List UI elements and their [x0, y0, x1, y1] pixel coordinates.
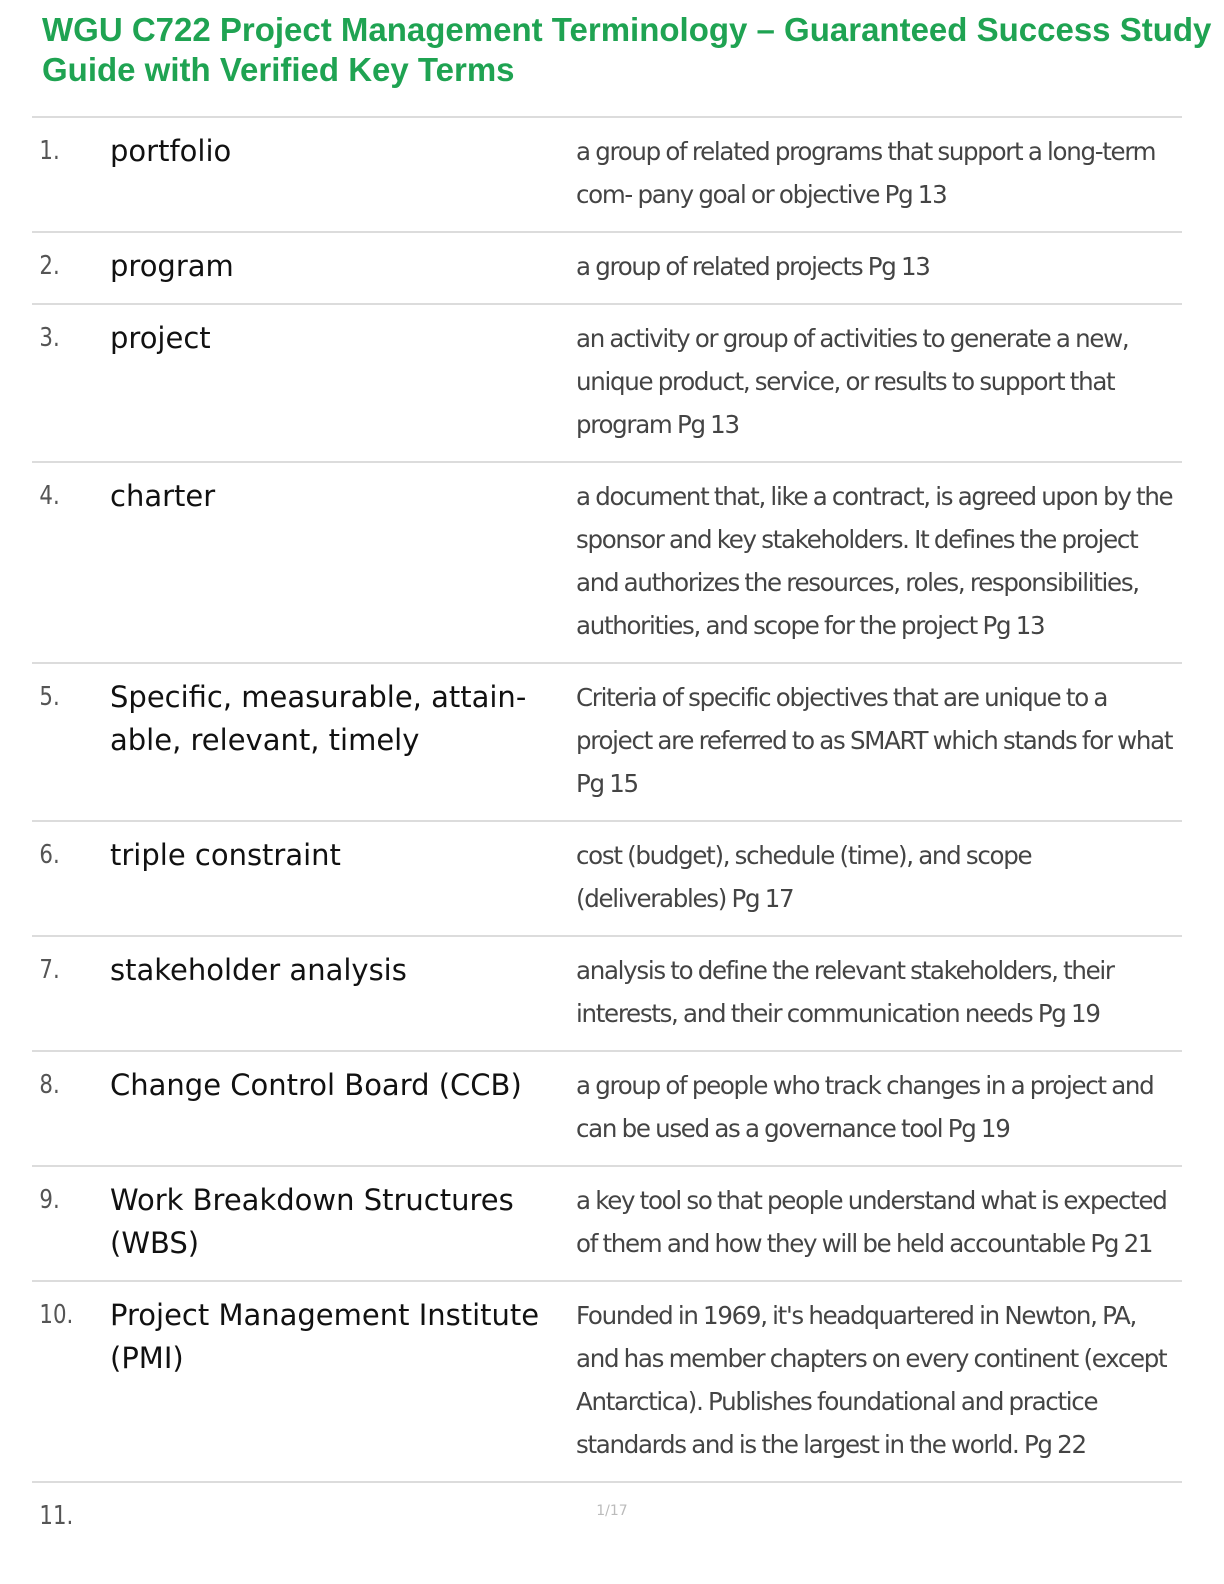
term-definition: a key tool so that people understand what is expected of them and how they will be held accountable Pg 21: [576, 1186, 1167, 1258]
term-name: Project Management Institute (PMI): [110, 1298, 540, 1375]
term-row: [32, 1167, 1182, 1282]
term-name: Work Breakdown Structures (WBS): [110, 1183, 514, 1260]
term-definition: a group of people who track changes in a project and can be used as a governance tool Pg 19: [576, 1071, 1154, 1143]
term-name: project: [110, 321, 211, 355]
document-title: WGU C722 Project Management Terminology – Guaranteed Success Study Guide with Verified Key Terms: [42, 11, 1212, 88]
term-definition: a document that, like a contract, is agreed upon by the sponsor and key stakeholders. It defines the project and authorizes the resources, roles, responsibilities, authorities, and scope for the project Pg 13: [576, 482, 1173, 640]
term-row: [32, 1052, 1182, 1167]
term-definition: analysis to define the relevant stakeholders, their interests, and their communication needs Pg 19: [576, 956, 1114, 1028]
page-number: 1/17: [596, 1503, 628, 1519]
term-row: [32, 233, 1182, 305]
term-definition: an activity or group of activities to generate a new, unique product, service, or results to support that program Pg 13: [576, 324, 1129, 439]
term-row: [32, 822, 1182, 937]
term-name: Change Control Board (CCB): [110, 1068, 522, 1102]
term-number: 8.: [39, 1070, 60, 1100]
term-row: [32, 664, 1182, 822]
term-name: stakeholder analysis: [110, 953, 407, 987]
term-number: 6.: [39, 840, 60, 870]
term-number: 11.: [39, 1501, 74, 1531]
term-number: 1.: [39, 136, 60, 166]
term-definition: cost (budget), schedule (time), and scope (deliverables) Pg 17: [576, 841, 1032, 913]
term-row: [32, 305, 1182, 463]
term-name: portfolio: [110, 134, 232, 168]
term-row: [32, 1282, 1182, 1483]
term-number: 7.: [39, 955, 60, 985]
term-definition: Founded in 1969, it's headquartered in Newton, PA, and has member chapters on every continent (except Antarctica). Publishes foundational and practice standards and is the largest in the world. Pg 22: [576, 1301, 1167, 1459]
term-definition: a group of related programs that support a long-term com- pany goal or objective Pg 13: [576, 137, 1156, 209]
terms-list: [32, 116, 1182, 1543]
term-number: 9.: [39, 1185, 60, 1215]
term-number: 4.: [39, 481, 60, 511]
term-number: 10.: [39, 1300, 74, 1330]
term-name: program: [110, 249, 234, 283]
term-row: [32, 118, 1182, 233]
term-number: 2.: [39, 251, 60, 281]
term-definition: Criteria of specific objectives that are unique to a project are referred to as SMART which stands for what Pg 15: [576, 683, 1173, 798]
term-definition: a group of related projects Pg 13: [576, 252, 930, 281]
term-row: [32, 937, 1182, 1052]
term-name: Specific, measurable, attain- able, relevant, timely: [110, 680, 527, 757]
term-row: [32, 463, 1182, 664]
term-name: triple constraint: [110, 838, 341, 872]
term-name: charter: [110, 479, 216, 513]
term-number: 5.: [39, 682, 60, 712]
term-number: 3.: [39, 323, 60, 353]
